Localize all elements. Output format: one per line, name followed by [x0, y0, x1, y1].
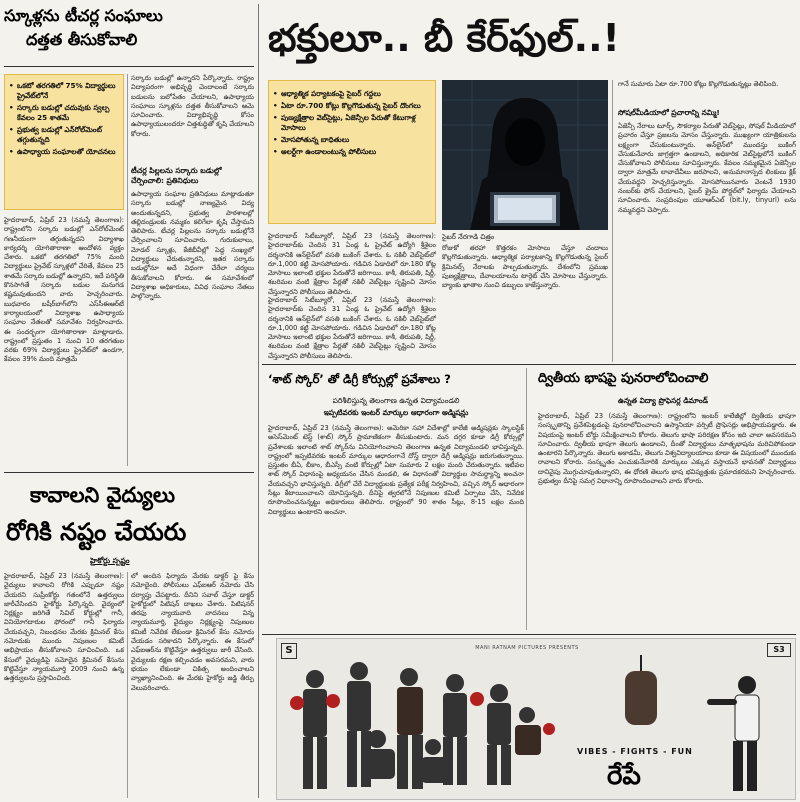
highlight-item: • అలర్ట్‌గా ఉండాలంటున్న పోలీసులు: [273, 147, 431, 157]
ad-illustration: [277, 639, 796, 800]
ad-production-credit: MANI RATNAM PICTURES PRESENTS: [475, 645, 579, 651]
headline-line-1: స్కూళ్లను టీచర్ల సంఘాలు: [4, 6, 163, 25]
highlight-item: • ఆధ్యాత్మిక పర్యాటకంపై సైబర్ గద్దలు: [273, 89, 431, 99]
main-headline: భక్తులూ.. బీ కేర్‌ఫుల్..!: [268, 16, 620, 60]
highlight-item: • ఉపాధ్యాయ సంఘాలతో యోచనలు: [9, 147, 119, 157]
hacker-illustration: [442, 80, 608, 230]
article-body-continued: లో అందిన ఫిర్యాదు మేరకు డాక్టర్‌ పై కేసు నమోదైంది. పోలీసులు ఎఫ్‌ఐఆర్ నమోదు చేసి దర్యాప్తు చేపట్టారు. దీనిని సవాల్ చేస్తూ డాక్టర్ హైకోర్టులో పిటిషన్ దాఖలు చేశారు. పిటిషనర్ తరఫు న్యాయవాది వాదనలు విన్న న్యాయమూర్తి, వైద్యుల నిర్లక్ష్యంపై నిపుణుల కమిటీ నివేదిక లేకుండా క్రిమినల్ కేసు నమోదు చేయడం సరికాదని పేర్కొన్నారు. ఈ కేసులో ఎఫ్‌ఐఆర్‌ను కొట్టివేస్తూ ఉత్తర్వులు జారీ చేసింది. వైద్యులకు రక్షణ కల్పించడం అవసరమని, వారు భయం లేకుండా చికిత్స అందించాలని వ్యాఖ్యానించింది. ఈ మేరకు హైకోర్టు జడ్జి తీర్పు వెలువరించారు.: [131, 572, 254, 692]
ad-tagline: VIBES - FIGHTS - FUN: [577, 747, 693, 756]
article-doctors: [0, 476, 258, 802]
byline: హైకోర్టు స్పష్టం: [90, 556, 130, 565]
sub-heading-1: పరిశీలిస్తున్న తెలంగాణ ఉన్నత విద్యామండలి: [332, 396, 460, 405]
article-sat-score: [262, 366, 524, 632]
headline: ద్వితీయ భాషపై పునరాలోచించాలి: [538, 371, 709, 386]
article-body: హైదరాబాద్, ఏప్రిల్ 23 (నమస్తే తెలంగాణ): అమెరికా సహా విదేశాల్లో కాలేజీ అడ్మిషన్లకు స్కాలస్టిక్ అసెస్‌మెంట్ టెస్ట్ (శాట్) స్కోర్ ప్రామాణికంగా తీసుకుంటారు. మన దగ్గర కూడా డిగ్రీ కోర్సుల్లో ప్రవేశాలకు ఇలాంటి శాట్ స్కోర్‌ను వినియోగించాలని తెలంగాణ ఉన్నత విద్యామండలి భావిస్తున్నది. రాష్ట్రంలో ఇప్పటివరకు ఇంటర్ మార్కుల ఆధారంగానే దోస్త్ ద్వారా డిగ్రీ అడ్మిషన్లు జరుగుతున్నాయి. ప్రస్తుతం బీఏ, బీకాం, బీఎస్సీ వంటి కోర్సుల్లో ఏటా సుమారు 2 లక్షల మంది చేరుతున్నారు. ఇటీవల శాట్ స్కోర్ విధానంపై అధ్యయనం చేసిన మండలి, ఈ విధానంతో విద్యార్థుల సామర్థ్యాన్ని అంచనా వేయవచ్చని భావిస్తున్నది. డిగ్రీలో చేరే విద్యార్థులకు ప్రత్యేక పరీక్ష నిర్వహించి, వచ్చిన స్కోర్ ఆధారంగా సీట్లు కేటాయించాలని యోచిస్తున్నది. దీనిపై త్వరలోనే నిపుణుల కమిటీ ఏర్పాటు చేసి, నివేదిక రూపొందించనున్నట్టు అధికారులు తెలిపారు. రాష్ట్రంలో 90 శాతం సీట్లు, 8-15 లక్షల మంది విద్యార్థులు ఉంటారని అంచనా.: [268, 424, 524, 516]
article-body: హైదరాబాద్, ఏప్రిల్ 23 (నమస్తే తెలంగాణ): రాష్ట్రంలోని సర్కారు బడుల్లో ఎన్‌రోల్‌మెంట్ గణనీయంగా తగ్గుతున్నదని విద్యాశాఖ కార్యదర్శి యోగితారాణా ఆందోళన వ్యక్తం చేశారు. ఒకటో తరగతిలో 75% మంది విద్యార్థులు ప్రైవేట్ స్కూళ్లలో చేరితే, కేవలం 25 శాతమే సర్కారు బడుల్లో ఉన్నారని, ఇదే పరిస్థితి కొనసాగితే సర్కారు బడుల మనుగడ కష్టమవుతుందని వారు హెచ్చరించారు. బుధవారం బషీర్‌బాగ్‌లోని ఎస్‌సీఈఆర్‌టీ కార్యాలయంలో విద్యాశాఖ ఉపాధ్యాయ సంఘాల నేతలతో సమావేశం నిర్వహించారు. ఈ సందర్భంగా యోగితారాణా మాట్లాడారు. రాష్ట్రంలో ప్రస్తుతం 1 నుంచి 10 తరగతుల వరకు 69% విద్యార్థులు ప్రైవేట్‌లో ఉండగా, కేవలం 39% మంది మాత్రమే: [4, 216, 124, 364]
highlight-item: • పుణ్యక్షేత్రాల వెబ్‌సైట్లు, ఏజెన్సీల పేరుతో కేటుగాళ్ల మోసాలు: [273, 113, 431, 133]
article-body-continued: రోజుకో తరహా కొత్తరకం మోసాలు చేస్తూ చందాలు కొల్లగొడుతున్నారు. ఆధ్యాత్మిక పర్యాటకాన్ని కొల్లగొడుతున్న సైబర్ క్రిమినల్స్ నేరాలకు పాల్పడుతున్నారు. దేశంలోని ప్రముఖ పుణ్యక్షేత్రాలు, దేవాలయాలను టార్గెట్ చేసి మోసాలు చేస్తున్నారు. బ్యాంకు ఖాతాల నుంచి డబ్బులు కాజేస్తున్నారు.: [442, 244, 608, 290]
hacker-image: [442, 80, 608, 230]
article-body-continued: సర్కారు బడుల్లో ఉన్నారని పేర్కొన్నారు. రాష్ట్రం విద్యాపరంగా అభివృద్ధి చెందాలంటే సర్కారు బడులను బలోపేతం చేయాలని, ఉపాధ్యాయ సంఘాలు స్కూళ్లను దత్తత తీసుకోవాలని ఆమె సూచించారు. విద్యాభివృద్ధి కోసం ఉపాధ్యాయులందరూ చిత్తశుద్ధితో కృషి చేయాలని కోరారు.: [131, 74, 254, 138]
movie-advertisement: [276, 638, 796, 800]
highlights-box: [268, 80, 436, 224]
article-teachers-adoption: [0, 0, 258, 470]
ad-logo-right: S3: [767, 643, 791, 657]
headline-line-2: దత్తత తీసుకోవాలి: [26, 30, 138, 49]
image-caption: సైబర్ నేరగాడి చిత్రం: [442, 233, 495, 241]
ad-logo-left: S: [281, 643, 297, 659]
article-body-continued: గానే సుమారు ఏటా రూ.700 కోట్లు కొల్లగొడుతున్నట్లు తెలిపింది.: [618, 80, 779, 88]
article-body-continued: ఏజెన్సీ నేరాలు టూర్స్, సౌకర్యాల పేరుతో వెబ్‌సైట్లు, సోషల్ మీడియాలో ప్రచారం చేస్తూ ప్రజలను మోసం చేస్తున్నారు. ముఖ్యంగా యాత్రికులను లక్ష్యంగా చేసుకుంటున్నారు. ఆన్‌లైన్‌లో ముందస్తు బుకింగ్ చేసుకునేవారు జాగ్రత్తగా ఉండాలని, అధికారిక వెబ్‌సైట్లలోనే బుకింగ్ చేసుకోవాలని పోలీసులు సూచిస్తున్నారు. కేవలం నమ్మకమైన ఏజెన్సీల ద్వారా మాత్రమే లావాదేవీలు జరపాలని, అనుమానాస్పద లింకులు క్లిక్ చేయవద్దని హెచ్చరిస్తున్నారు. మోసపోయినవారు వెంటనే 1930 నంబర్‌కు ఫోన్ చేయాలని, సైబర్ క్రైమ్ పోర్టల్‌లో ఫిర్యాదు చేయాలని సూచించారు. సంప్రదింపుల యూఆర్ఎల్ (bit.ly, tinyurl) లను నమ్మవద్దని చెప్పారు.: [618, 122, 796, 214]
article-body: హైదరాబాద్, ఏప్రిల్ 23 (నమస్తే తెలంగాణ): వైద్యులు కావాలని రోగికి ఎప్పుడూ నష్టం చేయరని సుప్రీంకోర్టు గతంలోనే ఉత్తర్వులు జారీచేసిందని హైకోర్టు పేర్కొన్నది. వైద్యంలో నిర్లక్ష్యం జరిగితే సివిల్ కోర్టుల్లో గానీ, వినియోగదారుల ఫోరంలో గానీ ఫిర్యాదు చేయవచ్చని, నిబంధనల మేరకు క్రిమినల్ కేసు నమోదుకు ముందు నిపుణుల కమిటీ అభిప్రాయం తీసుకోవాలని సూచించింది. ఒక కేసులో వైద్యుడిపై నమోదైన క్రిమినల్ కేసును కొట్టివేస్తూ న్యాయమూర్తి 2009 నుంచి ఉన్న ఉత్తర్వులను ప్రస్తావించింది.: [4, 572, 124, 683]
headline-line-1: కావాలని వైద్యులు: [30, 483, 176, 507]
sub-heading: సోషల్‌మీడియాలో ప్రచారాన్ని నమ్మి!: [618, 108, 720, 117]
article-body-left-continued: హైదరాబాద్ సిటీబ్యూరో, ఏప్రిల్ 23 (నమస్తే తెలంగాణ): హైదరాబాద్‌కు చెందిన 31 ఏండ్ల ఓ ప్రైవేట్ ఉద్యోగి శ్రీశైలం దర్శనానికి ఆన్‌లైన్‌లో వసతి బుకింగ్ చేశారు. ఓ నకిలీ వెబ్‌సైట్‌లో రూ.1,000 కట్టి మోసపోయారు. గడిచిన ఏడాదిలో రూ.180 కోట్ల మోసాలు ఇలాంటి భక్తుల పేరుతోనే జరిగాయి. కాశీ, తిరుపతి, షిర్డీ, శబరిమల వంటి క్షేత్రాల పేర్లతో నకిలీ వెబ్‌సైట్లు సృష్టించి మోసం చేస్తున్నారని పోలీసులు తెలిపారు.: [268, 296, 436, 360]
highlight-item: • ప్రభుత్వ బడుల్లో ఎన్‌రోల్‌మెంట్ తగ్గుతున్నది: [9, 125, 119, 145]
ad-release-title: రేపే: [607, 761, 641, 791]
byline: ఉన్నత విద్యా ప్రొఫెసర్ల డిమాండ్: [617, 396, 709, 405]
sub-heading: టీచర్ల పిల్లలను సర్కారు బడుల్లో చేర్పించాలి: ప్రతినిధులు: [131, 166, 222, 185]
headline-line-2: రోగికి నష్టం చేయరు: [6, 518, 187, 546]
highlight-item: • ఒకటో తరగతిలో 75% విద్యార్థులు ప్రైవేట్‌లోనే: [9, 81, 119, 101]
highlight-item: • ఏటా రూ.700 కోట్లు కొల్లగొడుతున్న సైబర్ దొంగలు: [273, 101, 431, 111]
highlight-item: • మోసపోతున్న బాధితులు: [273, 135, 431, 145]
highlight-item: • సర్కారు బడుల్లో చదువుకు స్వల్ప కేవలం 25 శాతమే: [9, 103, 119, 123]
article-body-continued: ఉపాధ్యాయ సంఘాల ప్రతినిధులు మాట్లాడుతూ సర్కారు బడుల్లో నాణ్యమైన విద్య అందుతున్నదని, ప్రభుత్వ పాఠశాలల్లో తల్లిదండ్రులకు నమ్మకం కలిగేలా కృషి చేస్తామని తెలిపారు. టీచర్ల పిల్లలను సర్కారు బడుల్లోనే చేర్పించాలని సూచించారు. గురుకులాలు, మోడల్ స్కూళ్లు, కేజీబీవీల్లో పెద్ద సంఖ్యలో విద్యార్థులు చేరుతున్నారని, ఇతర సర్కారు బడుల్లోనూ అదే విధంగా చేరేలా చర్యలు తీసుకోవాలని కోరారు. ఈ సమావేశంలో విద్యాశాఖ అధికారులు, వివిధ సంఘాల నేతలు పాల్గొన్నారు.: [131, 190, 254, 301]
sub-heading-2: ఇప్పటివరకు ఇంటర్ మార్కుల ఆధారంగా అడ్మిషన్లు: [323, 408, 469, 417]
article-body: హైదరాబాద్ సిటీబ్యూరో, ఏప్రిల్ 23 (నమస్తే తెలంగాణ): హైదరాబాద్‌కు చెందిన 31 ఏండ్ల ఓ ప్రైవేట్ ఉద్యోగి శ్రీశైలం దర్శనానికి ఆన్‌లైన్‌లో వసతి బుకింగ్ చేశారు. ఓ నకిలీ వెబ్‌సైట్‌లో రూ.1,000 కట్టి మోసపోయారు. గడిచిన ఏడాదిలో రూ.180 కోట్ల మోసాలు ఇలాంటి భక్తుల పేరుతోనే జరిగాయి. కాశీ, తిరుపతి, షిర్డీ, శబరిమల వంటి క్షేత్రాల పేర్లతో నకిలీ వెబ్‌సైట్లు సృష్టించి మోసం చేస్తున్నారని పోలీసులు తెలిపారు.: [268, 232, 436, 296]
article-second-language: [530, 366, 796, 632]
headline: ‘శాట్ స్కోర్’ తో డిగ్రీ కోర్సుల్లో ప్రవేశాలు ?: [268, 372, 451, 386]
article-body: హైదరాబాద్, ఏప్రిల్ 23 (నమస్తే తెలంగాణ): రాష్ట్రంలోని ఇంటర్ కాలేజీల్లో ద్వితీయ భాషగా సంస్కృతాన్ని ప్రవేశపెట్టడంపై పునరాలోచించాలని ఉస్మానియా వర్సిటీ ప్రొఫెసర్లు అభిప్రాయపడ్డారు. ఈ విషయంపై ఇంటర్ బోర్డు సమీక్షించాలని కోరారు. తెలుగు భాషా పరిరక్షణ కోసం ఇది చాలా అవసరమని సూచించారు. ద్వితీయ భాషగా తెలుగు ఉండాలని, దీంతో విద్యార్థులు మాతృభాషను మరిచిపోకుండా ఉంటారని పేర్కొన్నారు. తెలుగు అకాడమీ, తెలుగు విశ్వవిద్యాలయాలు కూడా ఈ విషయంలో ముందుకు రావాలని కోరారు. సంస్కృతం ఎంచుకునేవారికి మార్కులు ఎక్కువ వస్తాయనే భావనతో విద్యార్థులు దానివైపు మొగ్గుచూపుతున్నారని, ఈ ధోరణి తెలుగు భాష భవిష్యత్తుకు ప్రమాదకరమని హెచ్చరించారు. ప్రభుత్వం దీనిపై సమగ్ర విధానాన్ని రూపొందించాలని వారు కోరారు.: [538, 412, 796, 486]
highlights-box: [4, 74, 124, 210]
